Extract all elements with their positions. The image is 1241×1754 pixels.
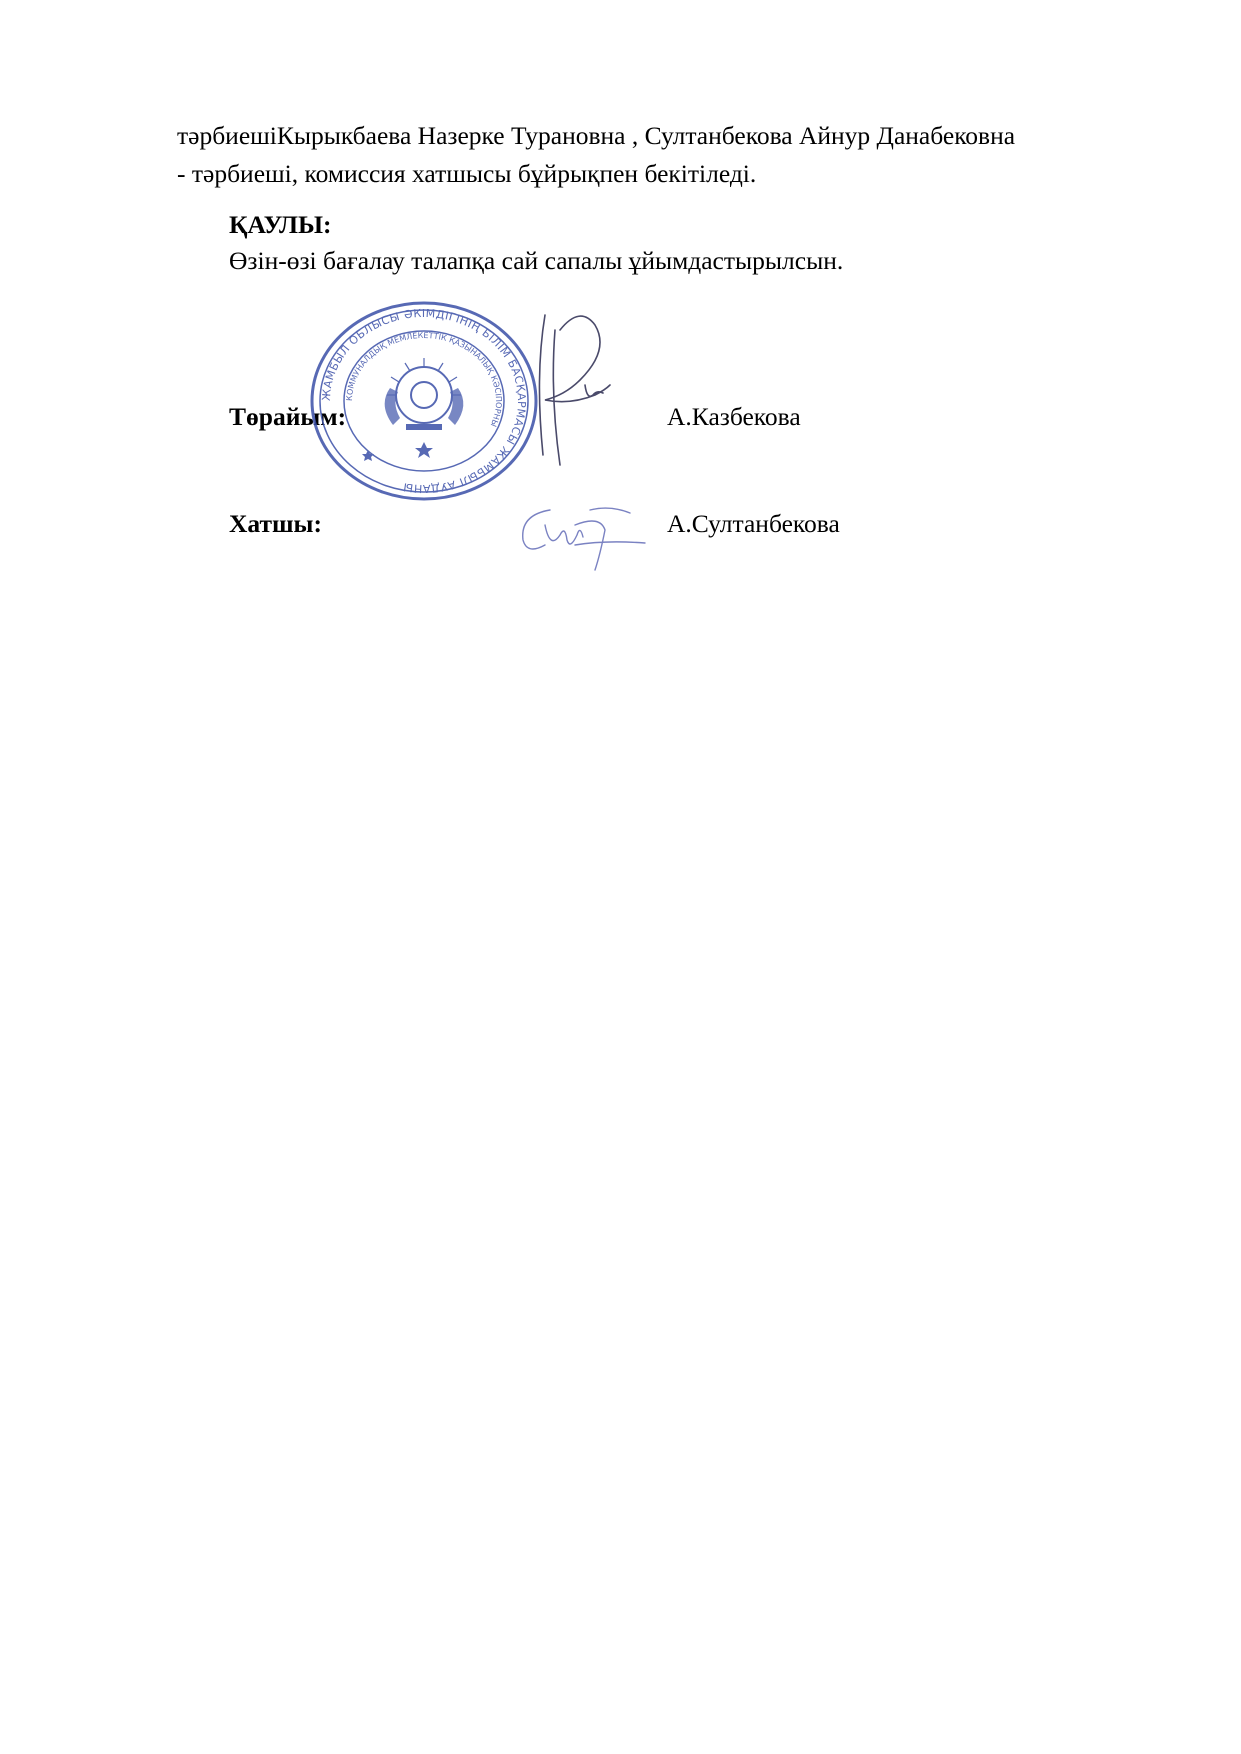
stamp-outer-text: ЖАМБЫЛ ОБЛЫСЫ ӘКІМДІГІНІҢ БІЛІМ БАСҚАРМАСЫ ЖАМБЫЛ АУДАНЫ	[319, 306, 529, 496]
svg-text:КОММУНАЛДЫҚ МЕМЛЕКЕТТІК ҚАЗЫНА	[345, 331, 503, 428]
secretary-label: Хатшы:	[229, 509, 322, 538]
paragraph-line: - тәрбиеші, комиссия хатшысы бұйрықпен бекітіледі.	[177, 159, 757, 188]
decision-text: Өзін-өзі бағалау талапқа сай сапалы ұйымдастырылсын.	[229, 246, 844, 275]
secretary-name: А.Султанбекова	[667, 509, 840, 538]
official-stamp-icon	[308, 300, 540, 502]
stamp-inner-text: КОММУНАЛДЫҚ МЕМЛЕКЕТТІК ҚАЗЫНАЛЫҚ КӘСІПОРНЫ	[344, 330, 504, 429]
decision-heading: ҚАУЛЫ:	[229, 210, 332, 239]
chair-name: А.Казбекова	[667, 402, 801, 431]
secretary-signature-icon	[515, 495, 650, 575]
chair-signature-icon	[525, 305, 625, 470]
paragraph-line: тәрбиешіКырыкбаева Назерке Турановна , Султанбекова Айнур Данабековна	[177, 121, 1016, 150]
chair-label: Төрайым:	[229, 402, 347, 431]
